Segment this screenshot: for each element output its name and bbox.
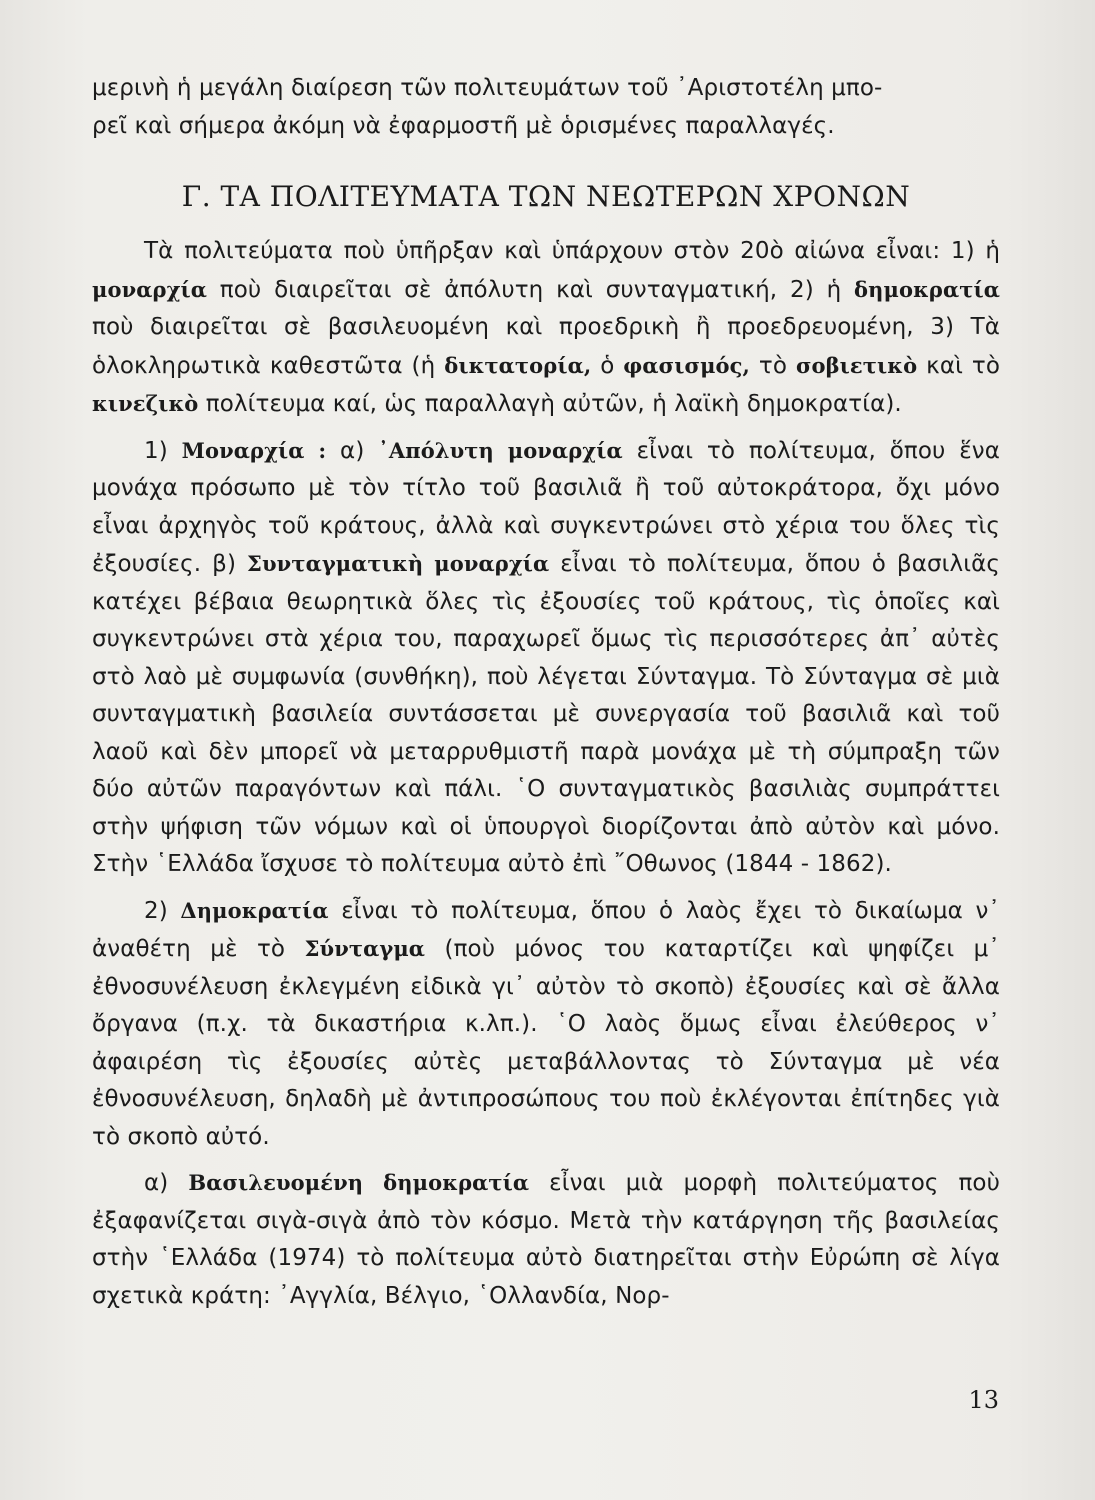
- text-run: ποὺ διαιρεῖται σὲ βασιλευομένη καὶ προεδρικὴ ἢ προεδρευομένη, 3) Τὰ ὁλοκληρωτικὰ καθεστῶτα (ἡ: [92, 314, 1000, 379]
- text-run: εἶναι τὸ πολίτευμα, ὅπου ὁ βασιλιᾶς κατέχει βέβαια θεωρητικὰ ὅλες τὶς ἐξουσίες τοῦ κράτους, τὶς ὁποῖες καὶ συγκεντρώνει στὰ χέρια του, παραχωρεῖ ὅμως τὶς περισσότερες ἀπ᾿ αὐτὲς στὸ λαὸ μὲ συμφωνία (συνθήκη), ποὺ λέγεται Σύνταγμα. Τὸ Σύνταγμα σὲ μιὰ συνταγματικὴ βασιλεία συντάσσεται μὲ συνεργασία τοῦ βασιλιᾶ καὶ τοῦ λαοῦ καὶ δὲν μπορεῖ νὰ μεταρρυθμιστῆ παρὰ μονάχα μὲ τὴ σύμπραξη τῶν δύο αὐτῶν παραγόντων καὶ πάλι. ῾Ο συνταγματικὸς βασιλιὰς συμπράττει στὴν ψήφιση τῶν νόμων καὶ οἱ ὑπουργοὶ διορίζονται ἀπὸ αὐτὸν καὶ μόνο. Στὴν ῾Ελλάδα ἴσχυσε τὸ πολίτευμα αὐτὸ ἐπὶ ῎Οθωνος (1844 - 1862).: [92, 551, 1000, 877]
- page-content: [92, 70, 1000, 1315]
- text-run: α): [326, 437, 379, 464]
- paragraph-democracy: [92, 892, 1000, 1157]
- text-run: τὸ: [749, 352, 796, 379]
- text-run: ὁ: [591, 352, 624, 379]
- text-run: εἶναι τὸ πολίτευμα, ὅπου ὁ λαὸς ἔχει τὸ δικαίωμα ν᾿ ἀναθέτη μὲ τὸ: [92, 897, 1001, 962]
- term-democracy: δημοκρατία: [854, 276, 1000, 302]
- text-run: Τὰ πολιτεύματα ποὺ ὑπῆρξαν καὶ ὑπάρχουν στὸν 20ὸ αἰώνα εἶναι: 1) ἡ: [144, 238, 1000, 264]
- page-number: 13: [968, 1386, 999, 1414]
- term-dictatorship: δικτατορία,: [444, 352, 592, 378]
- term-soviet: σοβιετικὸ: [795, 352, 918, 378]
- paragraph-crowned-democracy: [92, 1164, 1000, 1315]
- text-run: πολίτευμα καί, ὡς παραλλαγὴ αὐτῶν, ἡ λαϊκὴ δημοκρατία).: [198, 391, 902, 417]
- text-run: καὶ τὸ: [917, 352, 1001, 379]
- paragraph-regimes-overview: [92, 233, 1000, 424]
- intro-line-2: ρεῖ καὶ σήμερα ἀκόμη νὰ ἐφαρμοστῆ μὲ ὁρισμένες παραλλαγές.: [92, 112, 835, 139]
- paragraph-monarchy: [92, 432, 1000, 884]
- text-run: 1): [144, 437, 182, 464]
- term-monarchy-heading: Μοναρχία :: [181, 437, 327, 463]
- section-heading: Γ. ΤΑ ΠΟΛΙΤΕΥΜΑΤΑ ΤΩΝ ΝΕΩΤΕΡΩΝ ΧΡΟΝΩΝ: [181, 180, 911, 213]
- text-run: (ποὺ μόνος του καταρτίζει καὶ ψηφίζει μ᾿ ἐθνοσυνέλευση ἐκλεγμένη εἰδικὰ γι᾿ αὐτὸν τὸ σκοπὸ) ἐξουσίες καὶ σὲ ἄλλα ὄργανα (π.χ. τὰ δικαστήρια κ.λπ.). ῾Ο λαὸς ὅμως εἶναι ἐλεύθερος ν᾿ ἀφαιρέση τὶς ἐξουσίες αὐτὲς μεταβάλλοντας τὸ Σύνταγμα μὲ νέα ἐθνοσυνέλευση, δηλαδὴ μὲ ἀντιπροσώπους του ποὺ ἐκλέγονται ἐπίτηδες γιὰ τὸ σκοπὸ αὐτό.: [92, 936, 1000, 1150]
- text-run: α): [144, 1170, 189, 1196]
- term-absolute-monarchy: ᾿Απόλυτη μοναρχία: [378, 437, 623, 463]
- term-fascism: φασισμός,: [623, 352, 750, 378]
- term-chinese: κινεζικὸ: [92, 391, 199, 416]
- term-monarchy: μοναρχία: [92, 276, 208, 302]
- text-run: εἶναι τὸ πολίτευμα, ὅπου ἕνα μονάχα πρόσωπο μὲ τὸν τίτλο τοῦ βασιλιᾶ ἢ τοῦ αὐτοκράτορα, ὄχι μόνο εἶναι ἀρχηγὸς τοῦ κράτους, ἀλλὰ καὶ συγκεντρώνει στὸ χέρια του ὅλες τὶς ἐξουσίες. β): [92, 437, 1000, 577]
- term-constitution: Σύνταγμα: [304, 936, 426, 961]
- intro-line-1: μερινὴ ἡ μεγάλη διαίρεση τῶν πολιτευμάτων τοῦ ᾿Αριστοτέλη μπο-: [92, 75, 883, 101]
- intro-paragraph: [92, 70, 1000, 145]
- term-crowned-democracy: Βασιλευομένη δημοκρατία: [188, 1170, 530, 1195]
- term-democracy-heading: Δημοκρατία: [180, 897, 329, 923]
- text-run: ποὺ διαιρεῖται σὲ ἀπόλυτη καὶ συνταγματική, 2) ἡ: [207, 276, 855, 303]
- term-constitutional-monarchy: Συνταγματικὴ μοναρχία: [247, 551, 550, 576]
- text-run: 2): [144, 897, 181, 924]
- text-run: εἶναι μιὰ μορφὴ πολιτεύματος ποὺ ἐξαφανίζεται σιγὰ-σιγὰ ἀπὸ τὸν κόσμο. Μετὰ τὴν κατάργηση τῆς βασιλείας στὴν ῾Ελλάδα (1974) τὸ πολίτευμα αὐτὸ διατηρεῖται στὴν Εὐρώπη σὲ λίγα σχετικὰ κράτη: ᾿Αγγλία, Βέλγιο, ῾Ολλανδία, Νορ-: [92, 1170, 1001, 1309]
